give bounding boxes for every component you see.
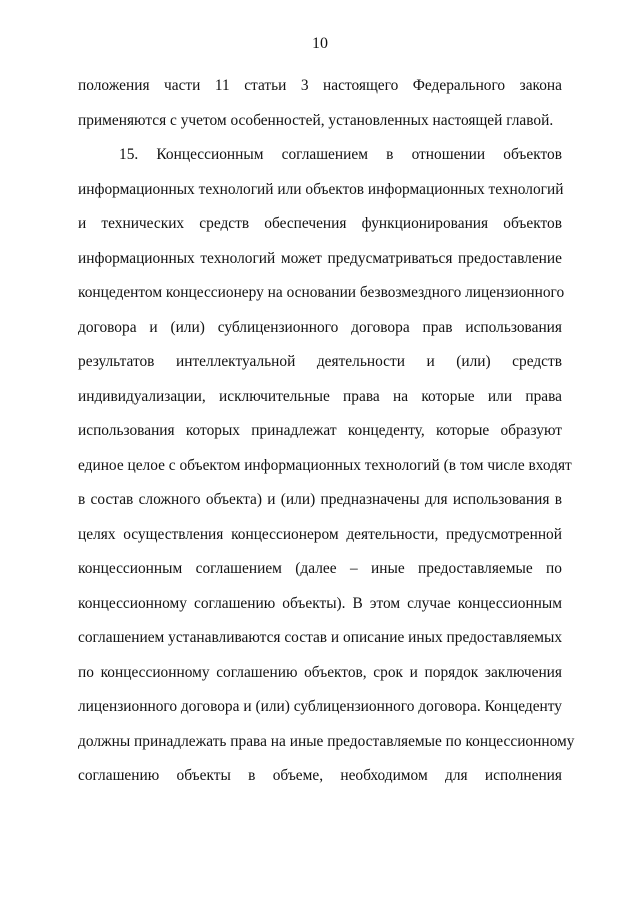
text-line: должны принадлежать права на иные предоставляемые по концессионному: [78, 732, 575, 750]
text-line: соглашению объекты в объеме, необходимом для исполнения: [78, 767, 562, 784]
text-line: информационных технологий или объектов информационных технологий: [78, 180, 564, 198]
text-line: концессионным соглашением (далее – иные предоставляемые по: [78, 560, 562, 577]
text-line: положения части 11 статьи 3 настоящего Федерального закона: [78, 77, 562, 94]
document-body: [78, 69, 575, 794]
page-number: 10: [312, 35, 328, 52]
text-line: и технических средств обеспечения функционирования объектов: [78, 215, 562, 232]
text-line: по концессионному соглашению объектов, срок и порядок заключения: [78, 663, 562, 681]
text-line: использования которых принадлежат концеденту, которые образуют: [78, 422, 562, 439]
text-line: соглашением устанавливаются состав и описание иных предоставляемых: [78, 629, 563, 646]
text-line: индивидуализации, исключительные права на которые или права: [78, 387, 562, 405]
text-line: единое целое с объектом информационных технологий (в том числе входят: [78, 456, 572, 474]
text-line: концедентом концессионеру на основании безвозмездного лицензионного: [78, 284, 565, 301]
text-line: в состав сложного объекта) и (или) предназначены для использования в: [78, 491, 562, 508]
text-line: лицензионного договора и (или) сублицензионного договора. Концеденту: [78, 698, 562, 715]
text-line: целях осуществления концессионером деятельности, предусмотренной: [78, 525, 562, 543]
paragraph-start-line: 15. Концессионным соглашением в отношении объектов: [119, 146, 562, 163]
text-line: концессионному соглашению объекты). В этом случае концессионным: [78, 594, 562, 612]
text-line: информационных технологий может предусматриваться предоставление: [78, 249, 562, 267]
text-line: применяются с учетом особенностей, установленных настоящей главой.: [78, 111, 554, 129]
text-line: договора и (или) сублицензионного договора прав использования: [78, 318, 562, 336]
text-line: результатов интеллектуальной деятельности и (или) средств: [78, 353, 562, 370]
